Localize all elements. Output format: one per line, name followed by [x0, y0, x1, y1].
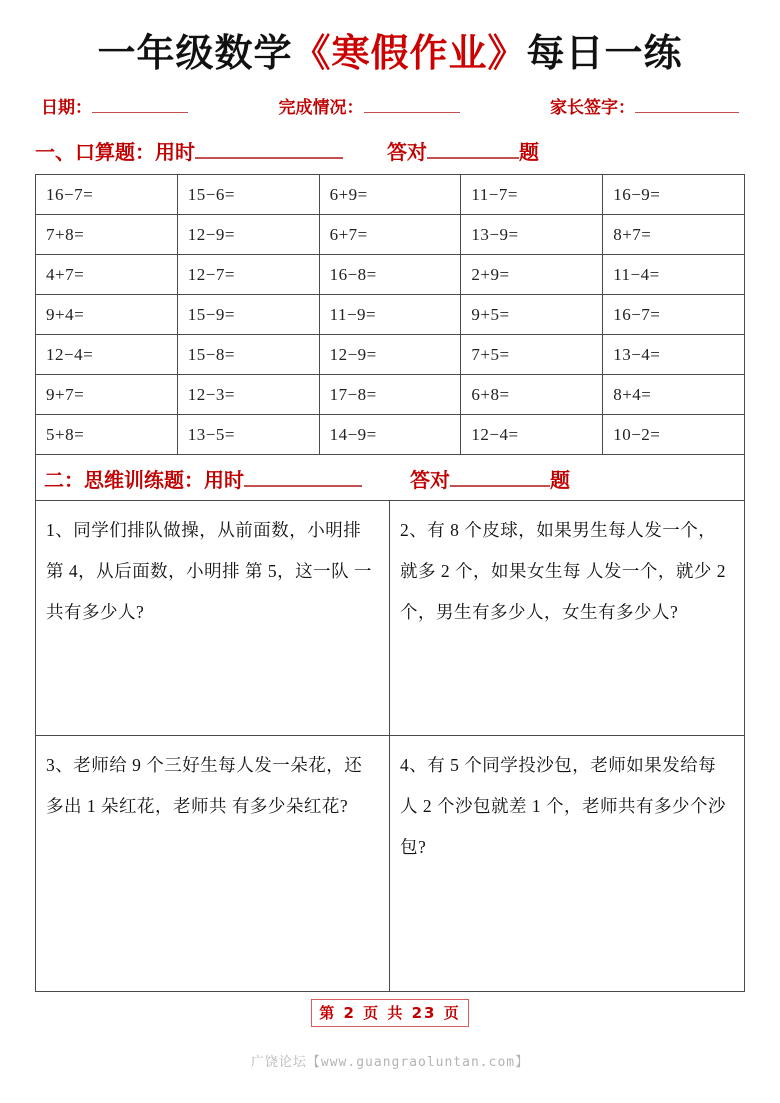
oral-problem-cell: 12−7=: [177, 255, 319, 295]
date-label: 日期：: [41, 98, 92, 119]
oral-problem-cell: 9+7=: [36, 375, 178, 415]
oral-problem-cell: 7+5=: [461, 335, 603, 375]
oral-problem-cell: 9+5=: [461, 295, 603, 335]
table-row: [36, 415, 745, 455]
section1-heading: [35, 136, 745, 165]
page-title-prefix: 一年级数学: [97, 31, 293, 75]
oral-problem-cell: 4+7=: [36, 255, 178, 295]
oral-problem-cell: 11−7=: [461, 175, 603, 215]
signature-label: 家长签字：: [550, 98, 635, 119]
date-blank: [92, 95, 188, 113]
word-problem-1: 1、同学们排队做操，从前面数，小明排 第 4，从后面数，小明排 第 5，这一队 一共有多少人?: [36, 501, 390, 736]
oral-calculation-table: [35, 174, 745, 455]
table-row: [36, 375, 745, 415]
oral-problem-cell: 2+9=: [461, 255, 603, 295]
word-problem-4: 4、有 5 个同学投沙包，老师如果发给每人 2 个沙包就差 1 个，老师共有多少个沙包?: [400, 755, 726, 858]
oral-problem-cell: 15−8=: [177, 335, 319, 375]
oral-problem-cell: 11−9=: [319, 295, 461, 335]
table-row: [36, 215, 745, 255]
section2-correct-label: 答对: [410, 468, 450, 493]
oral-problem-cell: 12−9=: [319, 335, 461, 375]
oral-problem-cell: 16−9=: [603, 175, 745, 215]
page-title-highlight: 《寒假作业》: [292, 31, 527, 75]
signature-blank: [635, 95, 739, 113]
oral-problem-cell: 6+8=: [461, 375, 603, 415]
oral-problem-cell: 13−4=: [603, 335, 745, 375]
section1-heading-suffix: 题: [519, 140, 539, 165]
oral-problem-cell: 8+4=: [603, 375, 745, 415]
word-problems-grid: [35, 501, 745, 992]
oral-problem-cell: 5+8=: [36, 415, 178, 455]
watermark-text: 广饶论坛【www.guangraoluntan.com】: [250, 1055, 530, 1071]
meta-row: [41, 93, 739, 118]
oral-problem-cell: 8+7=: [603, 215, 745, 255]
oral-problem-cell: 13−5=: [177, 415, 319, 455]
section1-time-blank: [195, 138, 343, 159]
page-title-suffix: 每日一练: [526, 31, 683, 75]
section2-heading-suffix: 题: [550, 468, 570, 493]
page-title: [35, 26, 745, 81]
oral-problem-cell: 16−7=: [36, 175, 178, 215]
completion-label: 完成情况：: [278, 98, 364, 119]
section2-time-blank: [244, 466, 362, 487]
table-row: [36, 335, 745, 375]
word-problem-2: 2、有 8 个皮球，如果男生每人发一个，就多 2 个，如果女生每 人发一个，就少 2 个，男生有多少人，女生有多少人?: [390, 501, 744, 736]
oral-problem-cell: 12−4=: [461, 415, 603, 455]
word-problem-3: 3、老师给 9 个三好生每人发一朵花，还多出 1 朵红花，老师共 有多少朵红花?: [36, 736, 390, 991]
section1-correct-blank: [427, 138, 519, 159]
oral-problem-cell: 7+8=: [36, 215, 178, 255]
table-row: [36, 295, 745, 335]
section1-heading-prefix: 一、口算题：用时: [35, 140, 195, 165]
oral-problem-cell: 6+7=: [319, 215, 461, 255]
oral-problem-cell: 15−6=: [177, 175, 319, 215]
oral-problem-cell: 14−9=: [319, 415, 461, 455]
oral-problem-cell: 10−2=: [603, 415, 745, 455]
section1-correct-label: 答对: [387, 140, 427, 165]
section2-heading-prefix: 二：思维训练题：用时: [44, 468, 244, 493]
date-field: [41, 93, 188, 118]
oral-problem-cell: 17−8=: [319, 375, 461, 415]
page-number-badge: 第 2 页 共 23 页: [311, 999, 468, 1027]
oral-problem-cell: 16−7=: [603, 295, 745, 335]
completion-field: [279, 93, 460, 118]
oral-problem-cell: 13−9=: [461, 215, 603, 255]
oral-problem-cell: 12−9=: [177, 215, 319, 255]
oral-problem-cell: 15−9=: [177, 295, 319, 335]
table-row: [36, 175, 745, 215]
section2-correct-blank: [450, 466, 550, 487]
oral-problem-cell: 16−8=: [319, 255, 461, 295]
oral-problem-cell: 12−4=: [36, 335, 178, 375]
signature-field: [550, 93, 739, 118]
completion-blank: [364, 95, 460, 113]
table-row: [36, 255, 745, 295]
oral-problem-cell: 12−3=: [177, 375, 319, 415]
section2-heading: [35, 455, 745, 501]
oral-problem-cell: 9+4=: [36, 295, 178, 335]
page-footer: [35, 999, 745, 1027]
oral-problem-cell: 6+9=: [319, 175, 461, 215]
oral-problem-cell: 11−4=: [603, 255, 745, 295]
